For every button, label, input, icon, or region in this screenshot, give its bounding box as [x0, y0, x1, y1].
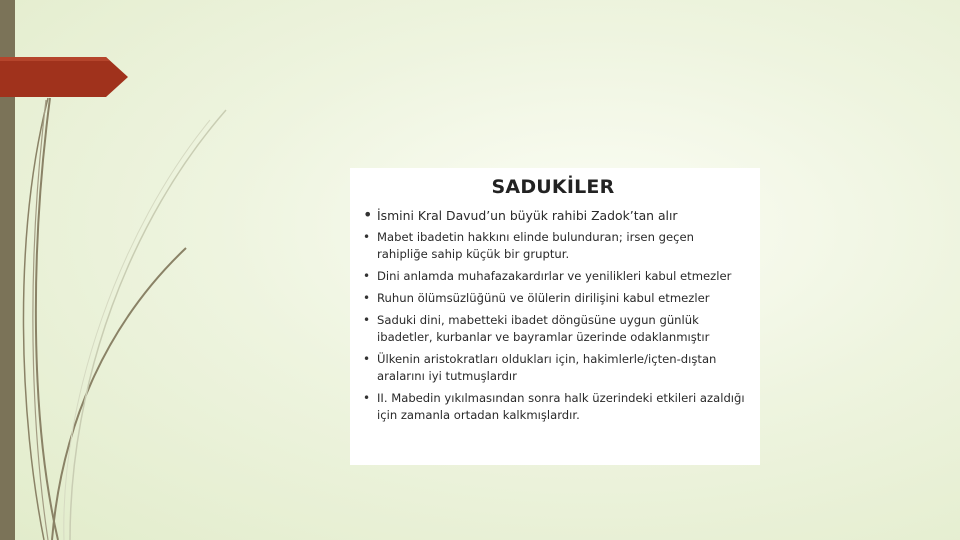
bullet-item: • Ruhun ölümsüzlüğünü ve ölülerin dirilişini kabul etmezler	[360, 290, 746, 307]
bullet-item: • Mabet ibadetin hakkını elinde bulunduran; irsen geçen rahipliğe sahip küçük bir gruptur.	[360, 229, 746, 263]
bullet-item: • Dini anlamda muhafazakardırlar ve yenilikleri kabul etmezler	[360, 268, 746, 285]
bullet-item: • Saduki dini, mabetteki ibadet döngüsüne uygun günlük ibadetler, kurbanlar ve bayramlar üzerinde odaklanmıştır	[360, 312, 746, 346]
bullet-list	[360, 207, 746, 424]
content-panel	[350, 168, 760, 465]
decorative-curve	[70, 110, 226, 540]
bullet-item: • Ülkenin aristokratları oldukları için, hakimlerle/içten-dıştan aralarını iyi tutmuşlardır	[360, 351, 746, 385]
decorative-curve	[64, 120, 210, 540]
bullet-item: • İsmini Kral Davud’un büyük rahibi Zadok’tan alır	[360, 207, 746, 224]
slide-title: SADUKİLER	[491, 176, 615, 198]
accent-arrow-highlight	[0, 57, 110, 61]
title-accent-tab	[0, 57, 128, 97]
bullet-item: • II. Mabedin yıkılmasından sonra halk üzerindeki etkileri azaldığı için zamanla ortadan kalkmışlardır.	[360, 390, 746, 424]
accent-arrow-shape	[0, 57, 128, 97]
